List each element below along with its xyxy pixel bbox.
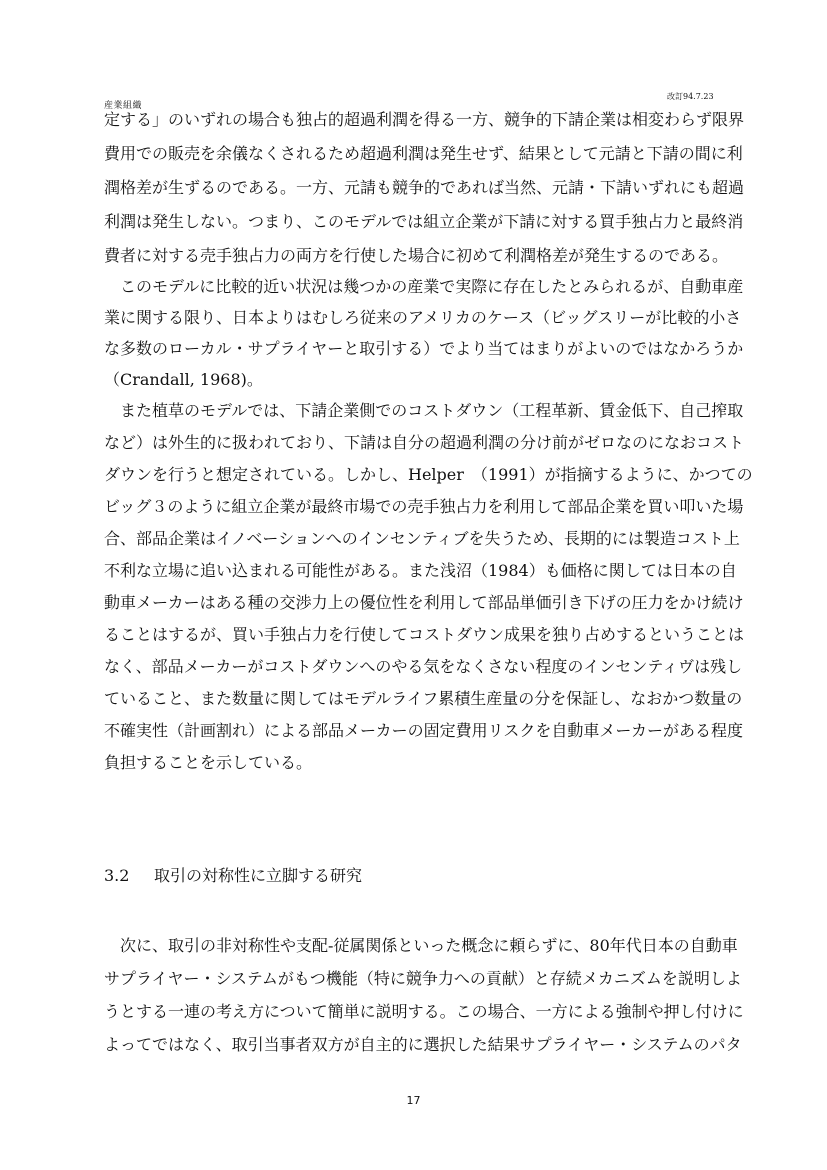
text-line: 次に、取引の非対称性や支配-従属関係といった概念に頼らずに、80年代日本の自動車 <box>120 936 738 955</box>
section-number: 3.2 <box>104 866 130 885</box>
text-line: 負担することを示している。 <box>104 753 313 772</box>
text-line: よってではなく、取引当事者双方が自主的に選択した結果サプライヤー・システムのパタ <box>104 1035 742 1054</box>
text-line: （Crandall, 1968)。 <box>104 370 263 389</box>
text-line: 潤格差が生ずるのである。一方、元請も競争的であれば当然、元請・下請いずれにも超過 <box>104 178 745 197</box>
header-right-label: 改訂94.7.23 <box>667 92 714 101</box>
text-line: 不確実性（計画割れ）による部品メーカーの固定費用リスクを自動車メーカーがある程度 <box>104 721 744 740</box>
text-line: 定する」のいずれの場合も独占的超過利潤を得る一方、競争的下請企業は相変わらず限界 <box>104 110 745 129</box>
text-line: サプライヤー・システムがもつ機能（特に競争力への貢献）と存続メカニズムを説明しよ <box>104 969 742 988</box>
text-line: ることはするが、買い手独占力を行使してコストダウン成果を独り占めするということは <box>104 625 745 644</box>
text-line: ビッグ３のように組立企業が最終市場での売手独占力を利用して部品企業を買い叩いた場 <box>104 497 744 516</box>
text-line: ていること、また数量に関してはモデルライフ累積生産量の分を保証し、なおかつ数量の <box>104 689 743 708</box>
text-line: 合、部品企業はイノベーションへのインセンティブを失うため、長期的には製造コスト上 <box>104 529 740 548</box>
text-line: うとする一連の考え方について簡単に説明する。この場合、一方による強制や押し付けに <box>104 1002 744 1021</box>
text-line: 業に関する限り、日本よりはむしろ従来のアメリカのケース（ビッグスリーが比較的小さ <box>104 308 742 327</box>
text-line: 費用での販売を余儀なくされるため超過利潤は発生せず、結果として元請と下請の間に利 <box>104 144 743 163</box>
section-title: 取引の対称性に立脚する研究 <box>154 866 363 885</box>
section-heading <box>104 864 362 888</box>
text-line: 費者に対する売手独占力の両方を行使した場合に初めて利潤格差が発生するのである。 <box>104 246 729 265</box>
text-line: 動車メーカーはある種の交渉力上の優位性を利用して部品単価引き下げの圧力をかけ続け <box>104 593 744 612</box>
text-line: など）は外生的に扱われており、下請は自分の超過利潤の分け前がゼロなのになおコスト <box>104 433 745 452</box>
page-number: 17 <box>406 1094 421 1107</box>
text-line: 不利な立場に追い込まれる可能性がある。また浅沼（1984）も価格に関しては日本の自 <box>104 561 737 580</box>
text-line: 利潤は発生しない。つまり、このモデルでは組立企業が下請に対する買手独占力と最終消 <box>104 212 744 231</box>
header-left-label: 産業組織 <box>104 101 143 111</box>
text-line: また植草のモデルでは、下請企業側でのコストダウン（工程革新、賃金低下、自己搾取 <box>120 401 744 420</box>
text-line: な多数のローカル・サプライヤーと取引する）でより当てはまりがよいのではなかろうか <box>104 339 744 358</box>
text-line: ダウンを行うと想定されている。しかし、Helper （1991）が指摘するように、かつての <box>104 465 753 484</box>
text-line: このモデルに比較的近い状況は幾つかの産業で実際に存在したとみられるが、自動車産 <box>120 277 744 296</box>
text-line: なく、部品メーカーがコストダウンへのやる気をなくさない程度のインセンティヴは残し <box>104 657 743 676</box>
